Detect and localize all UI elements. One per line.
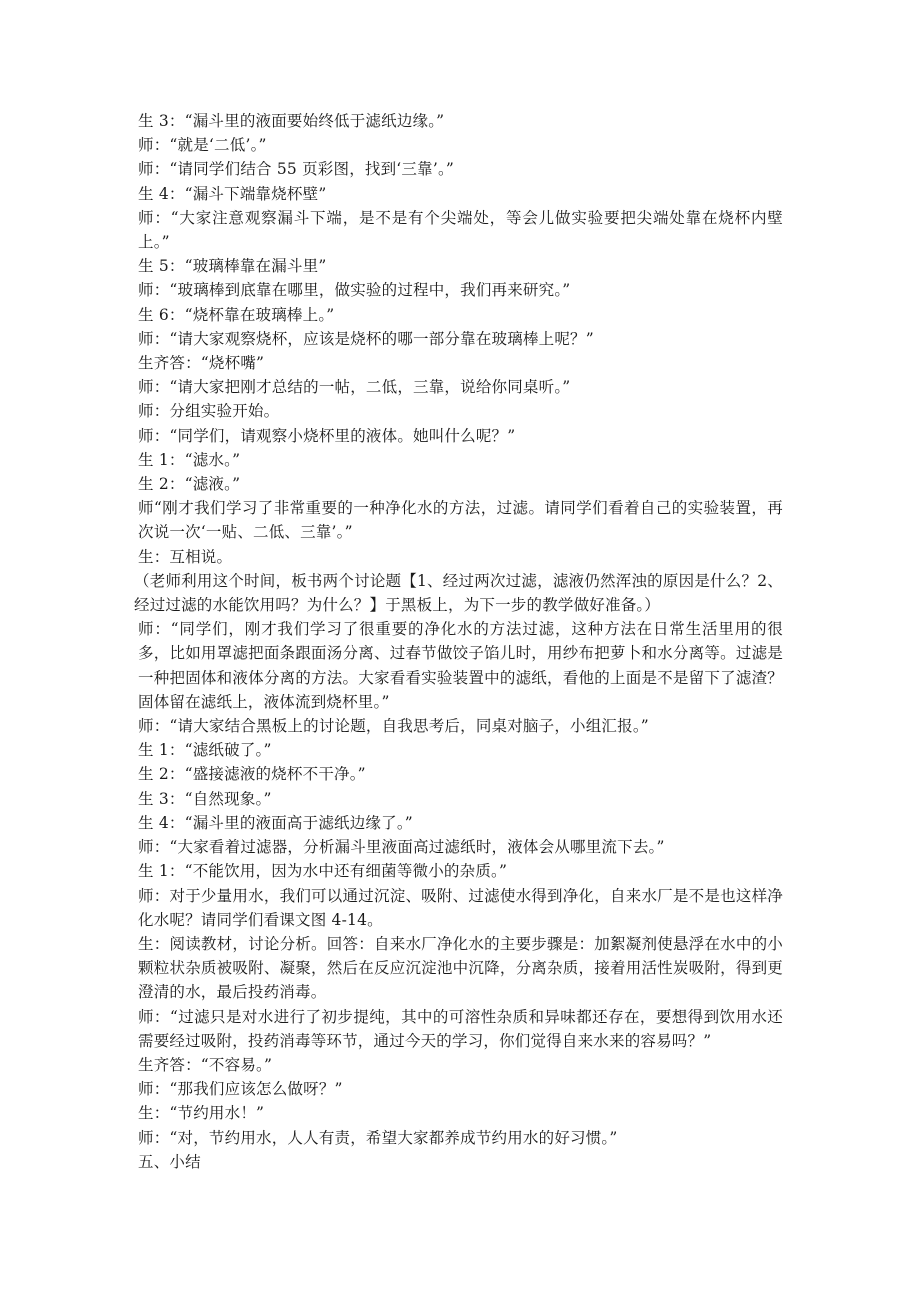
paragraph-line: 生 2：“滤液。” [138, 475, 241, 494]
paragraph-line: 生 4：“漏斗下端靠烧杯壁” [138, 184, 327, 203]
paragraph-line: 师：对于少量用水，我们可以通过沉淀、吸附、过滤使水得到净化，自来水厂是不是也这样净化水呢？请同学们看课文图 4-14。 [138, 886, 783, 929]
paragraph-line: 师：“请大家结合黑板上的讨论题，自我思考后，同桌对脑子，小组汇报。” [138, 717, 649, 736]
paragraph-line: 生：互相说。 [138, 547, 233, 566]
paragraph-line: 师：分组实验开始。 [138, 402, 280, 421]
paragraph-line: 生 1：“不能饮用，因为水中还有细菌等微小的杂质。” [138, 862, 508, 881]
paragraph-line: 师：“玻璃棒到底靠在哪里，做实验的过程中，我们再来研究。” [138, 281, 571, 300]
paragraph-line: 生 3：“自然现象。” [138, 789, 272, 808]
paragraph-line: 生 1：“滤水。” [138, 450, 241, 469]
paragraph-line: 师：“同学们，刚才我们学习了很重要的净化水的方法过滤，这种方法在日常生活里用的很多，比如用罩滤把面条跟面汤分离、过春节做饺子馅儿时，用纱布把萝卜和水分离等。过滤是一种把固体和液体分离的方法。大家看看实验装置中的滤纸，看他的上面是不是留下了滤渣？固体留在滤纸上，液体流到烧杯里。” [138, 620, 783, 711]
paragraph-line: （老师利用这个时间，板书两个讨论题【1、经过两次过滤，滤液仍然浑浊的原因是什么？2、经过过滤的水能饮用吗？为什么？】于黑板上，为下一步的教学做好准备。） [134, 571, 783, 615]
paragraph-line: 生齐答：“不容易。” [138, 1055, 273, 1074]
paragraph-line: 师：“请大家观察烧杯，应该是烧杯的哪一部分靠在玻璃棒上呢？” [138, 329, 594, 348]
paragraph-line: 师：“请同学们结合 55 页彩图，找到‘三靠’。” [138, 160, 455, 179]
paragraph-line: 生 2：“盛接滤液的烧杯不干净。” [138, 765, 366, 784]
paragraph-line: 生 3：“漏斗里的液面要始终低于滤纸边缘。” [138, 112, 445, 130]
paragraph-line: 生：阅读教材，讨论分析。回答：自来水厂净化水的主要步骤是：加絮凝剂使悬浮在水中的小颗粒状杂质被吸附、凝聚，然后在反应沉淀池中沉降，分离杂质，接着用活性炭吸附，得到更澄清的水，最后投药消毒。 [138, 934, 783, 1002]
paragraph-line: 生 6：“烧杯靠在玻璃棒上。” [138, 305, 335, 324]
paragraph-line: 师：“大家看着过滤器，分析漏斗里液面高过滤纸时，液体会从哪里流下去。” [138, 838, 665, 857]
paragraph-line: 生：“节约用水！” [138, 1104, 265, 1123]
paragraph-line: 生 4：“漏斗里的液面高于滤纸边缘了。” [138, 813, 413, 832]
paragraph-line: 生 1：“滤纸破了。” [138, 741, 272, 760]
paragraph-line: 师：“大家注意观察漏斗下端，是不是有个尖端处，等会儿做实验要把尖端处靠在烧杯内壁上。” [138, 208, 783, 252]
paragraph-line: 师“刚才我们学习了非常重要的一种净化水的方法，过滤。请同学们看着自己的实验装置，再次说一次‘一贴、二低、三靠’。” [138, 499, 783, 542]
paragraph-line: 师：“过滤只是对水进行了初步提纯，其中的可溶性杂质和异味都还存在，要想得到饮用水还需要经过吸附，投药消毒等环节，通过今天的学习，你们觉得自来水来的容易吗？” [138, 1007, 783, 1050]
section-heading: 五、小结 [138, 1152, 201, 1171]
paragraph-line: 生 5：“玻璃棒靠在漏斗里” [138, 257, 327, 276]
paragraph-line: 生齐答：“烧杯嘴” [138, 354, 265, 373]
document-body [134, 109, 783, 1174]
paragraph-line: 师：“就是‘二低’。” [138, 136, 267, 155]
paragraph-line: 师：“对，节约用水，人人有责，希望大家都养成节约用水的好习惯。” [138, 1128, 618, 1147]
paragraph-line: 师：“同学们，请观察小烧杯里的液体。她叫什么呢？” [138, 426, 516, 445]
paragraph-line: 师：“请大家把刚才总结的一帖，二低，三靠，说给你同桌听。” [138, 378, 571, 397]
paragraph-line: 师：“那我们应该怎么做呀？” [138, 1080, 343, 1099]
